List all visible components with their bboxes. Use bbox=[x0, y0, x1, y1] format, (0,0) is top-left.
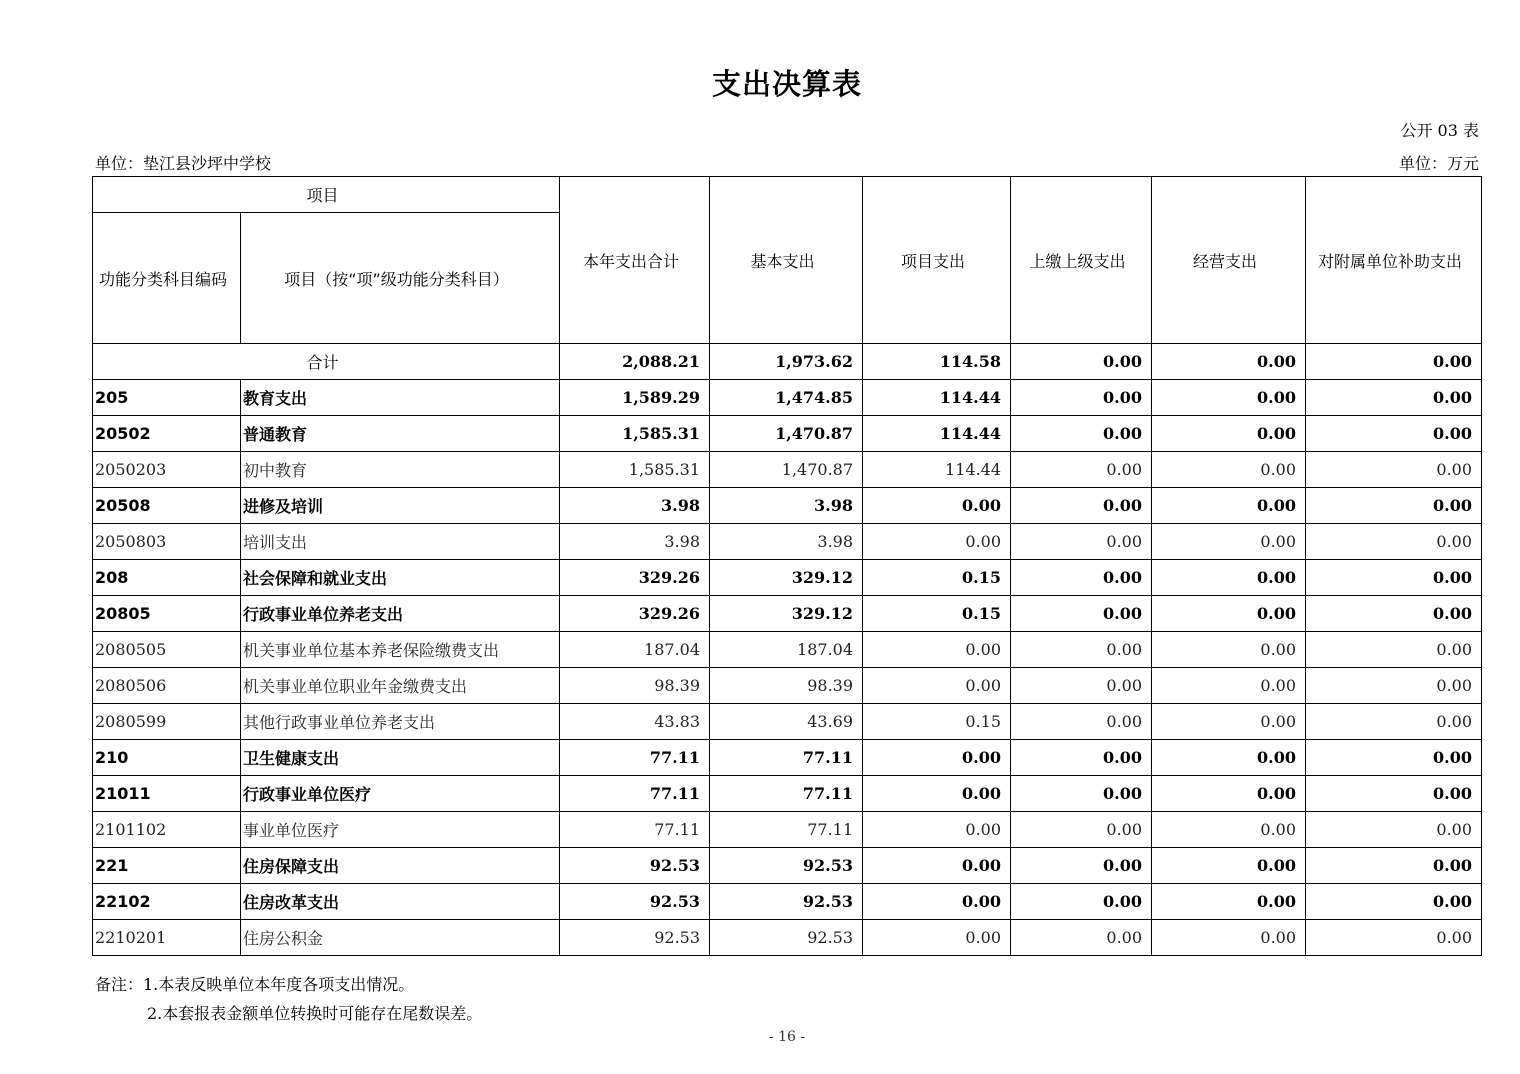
row-value: 0.00 bbox=[1011, 452, 1152, 488]
row-value: 0.15 bbox=[863, 596, 1011, 632]
row-value: 0.00 bbox=[1306, 488, 1482, 524]
row-value: 0.00 bbox=[1152, 524, 1306, 560]
row-name: 进修及培训 bbox=[241, 488, 560, 524]
total-value: 2,088.21 bbox=[560, 344, 710, 380]
table-row bbox=[93, 884, 1482, 920]
row-value: 329.26 bbox=[560, 560, 710, 596]
header-item: 项目 bbox=[93, 177, 560, 213]
row-value: 0.00 bbox=[1011, 560, 1152, 596]
row-value: 1,585.31 bbox=[560, 416, 710, 452]
row-value: 0.00 bbox=[1011, 920, 1152, 956]
row-name: 卫生健康支出 bbox=[241, 740, 560, 776]
row-name: 普通教育 bbox=[241, 416, 560, 452]
row-value: 0.00 bbox=[1011, 488, 1152, 524]
row-code: 22102 bbox=[93, 884, 241, 920]
row-value: 0.00 bbox=[1152, 416, 1306, 452]
row-value: 0.15 bbox=[863, 704, 1011, 740]
row-name: 其他行政事业单位养老支出 bbox=[241, 704, 560, 740]
row-value: 0.00 bbox=[1152, 488, 1306, 524]
unit-organization: 单位：垫江县沙坪中学校 bbox=[95, 154, 272, 173]
total-row bbox=[93, 344, 1482, 380]
row-value: 0.00 bbox=[1011, 704, 1152, 740]
row-value: 92.53 bbox=[560, 884, 710, 920]
row-value: 0.00 bbox=[1306, 740, 1482, 776]
row-value: 329.12 bbox=[710, 560, 863, 596]
row-value: 329.26 bbox=[560, 596, 710, 632]
row-value: 0.00 bbox=[1306, 452, 1482, 488]
total-value: 0.00 bbox=[1306, 344, 1482, 380]
row-value: 187.04 bbox=[560, 632, 710, 668]
table-row bbox=[93, 740, 1482, 776]
row-code: 210 bbox=[93, 740, 241, 776]
row-code: 2050203 bbox=[93, 452, 241, 488]
header-basic: 基本支出 bbox=[710, 177, 863, 344]
row-value: 0.00 bbox=[1152, 920, 1306, 956]
row-value: 0.00 bbox=[1011, 524, 1152, 560]
row-value: 77.11 bbox=[710, 776, 863, 812]
header-row-1 bbox=[93, 177, 1482, 213]
row-value: 0.00 bbox=[1152, 704, 1306, 740]
row-name: 住房保障支出 bbox=[241, 848, 560, 884]
row-value: 0.00 bbox=[863, 740, 1011, 776]
row-code: 2210201 bbox=[93, 920, 241, 956]
row-name: 住房公积金 bbox=[241, 920, 560, 956]
row-value: 0.00 bbox=[1152, 452, 1306, 488]
note-line-1: 备注：1.本表反映单位本年度各项支出情况。 bbox=[95, 975, 415, 994]
row-value: 0.00 bbox=[1306, 632, 1482, 668]
row-value: 0.00 bbox=[1011, 416, 1152, 452]
row-value: 92.53 bbox=[560, 920, 710, 956]
table-row bbox=[93, 596, 1482, 632]
table-row bbox=[93, 524, 1482, 560]
row-value: 0.00 bbox=[863, 848, 1011, 884]
row-value: 1,470.87 bbox=[710, 452, 863, 488]
row-name: 初中教育 bbox=[241, 452, 560, 488]
row-value: 0.00 bbox=[1011, 668, 1152, 704]
expenditure-table bbox=[92, 176, 1482, 956]
row-value: 0.00 bbox=[1011, 812, 1152, 848]
row-value: 0.00 bbox=[1011, 740, 1152, 776]
row-value: 0.00 bbox=[1306, 776, 1482, 812]
row-value: 0.00 bbox=[1152, 776, 1306, 812]
row-value: 77.11 bbox=[560, 740, 710, 776]
row-value: 0.00 bbox=[1011, 848, 1152, 884]
row-value: 114.44 bbox=[863, 452, 1011, 488]
table-row bbox=[93, 560, 1482, 596]
table-row bbox=[93, 380, 1482, 416]
row-code: 2050803 bbox=[93, 524, 241, 560]
row-value: 0.00 bbox=[1306, 380, 1482, 416]
row-value: 1,474.85 bbox=[710, 380, 863, 416]
row-name: 社会保障和就业支出 bbox=[241, 560, 560, 596]
note-line-2: 2.本套报表金额单位转换时可能存在尾数误差。 bbox=[147, 1004, 483, 1023]
row-code: 221 bbox=[93, 848, 241, 884]
row-code: 2080505 bbox=[93, 632, 241, 668]
row-value: 0.15 bbox=[863, 560, 1011, 596]
row-value: 0.00 bbox=[1306, 812, 1482, 848]
table-body bbox=[93, 177, 1482, 956]
row-value: 0.00 bbox=[1306, 848, 1482, 884]
row-code: 2080599 bbox=[93, 704, 241, 740]
header-upper: 上缴上级支出 bbox=[1011, 177, 1152, 344]
row-code: 205 bbox=[93, 380, 241, 416]
row-value: 0.00 bbox=[1306, 416, 1482, 452]
header-code: 功能分类科目编码 bbox=[93, 213, 241, 344]
header-name: 项目（按“项”级功能分类科目） bbox=[241, 213, 560, 344]
row-value: 0.00 bbox=[1011, 380, 1152, 416]
row-value: 0.00 bbox=[1306, 920, 1482, 956]
row-value: 0.00 bbox=[1306, 668, 1482, 704]
row-name: 教育支出 bbox=[241, 380, 560, 416]
row-name: 行政事业单位养老支出 bbox=[241, 596, 560, 632]
row-value: 0.00 bbox=[863, 884, 1011, 920]
row-value: 92.53 bbox=[710, 848, 863, 884]
row-code: 20805 bbox=[93, 596, 241, 632]
row-value: 3.98 bbox=[710, 524, 863, 560]
row-value: 114.44 bbox=[863, 416, 1011, 452]
row-value: 0.00 bbox=[1306, 704, 1482, 740]
row-code: 21011 bbox=[93, 776, 241, 812]
table-row bbox=[93, 632, 1482, 668]
row-value: 77.11 bbox=[560, 776, 710, 812]
row-value: 3.98 bbox=[560, 488, 710, 524]
row-value: 0.00 bbox=[1152, 560, 1306, 596]
notes bbox=[95, 970, 482, 1028]
row-value: 1,585.31 bbox=[560, 452, 710, 488]
row-value: 187.04 bbox=[710, 632, 863, 668]
row-value: 0.00 bbox=[863, 632, 1011, 668]
header-subsidy: 对附属单位补助支出 bbox=[1306, 177, 1482, 344]
row-name: 培训支出 bbox=[241, 524, 560, 560]
row-value: 0.00 bbox=[1011, 776, 1152, 812]
row-value: 3.98 bbox=[560, 524, 710, 560]
row-value: 0.00 bbox=[1152, 596, 1306, 632]
total-label: 合计 bbox=[93, 344, 560, 380]
page-number: - 16 - bbox=[768, 1029, 806, 1045]
row-value: 92.53 bbox=[560, 848, 710, 884]
row-name: 事业单位医疗 bbox=[241, 812, 560, 848]
row-value: 98.39 bbox=[560, 668, 710, 704]
total-value: 1,973.62 bbox=[710, 344, 863, 380]
row-value: 43.69 bbox=[710, 704, 863, 740]
row-name: 机关事业单位基本养老保险缴费支出 bbox=[241, 632, 560, 668]
table-row bbox=[93, 668, 1482, 704]
row-value: 329.12 bbox=[710, 596, 863, 632]
row-value: 0.00 bbox=[1152, 632, 1306, 668]
row-value: 77.11 bbox=[710, 812, 863, 848]
row-value: 0.00 bbox=[863, 812, 1011, 848]
row-value: 114.44 bbox=[863, 380, 1011, 416]
row-code: 208 bbox=[93, 560, 241, 596]
total-value: 0.00 bbox=[1011, 344, 1152, 380]
row-value: 92.53 bbox=[710, 920, 863, 956]
row-value: 0.00 bbox=[863, 776, 1011, 812]
row-value: 92.53 bbox=[710, 884, 863, 920]
row-value: 1,470.87 bbox=[710, 416, 863, 452]
row-value: 0.00 bbox=[1152, 668, 1306, 704]
unit-currency: 单位：万元 bbox=[1398, 154, 1479, 173]
row-code: 20502 bbox=[93, 416, 241, 452]
row-value: 43.83 bbox=[560, 704, 710, 740]
row-code: 2080506 bbox=[93, 668, 241, 704]
row-value: 0.00 bbox=[1152, 740, 1306, 776]
row-value: 0.00 bbox=[863, 668, 1011, 704]
total-value: 0.00 bbox=[1152, 344, 1306, 380]
row-value: 0.00 bbox=[863, 920, 1011, 956]
row-value: 0.00 bbox=[1011, 884, 1152, 920]
table-row bbox=[93, 416, 1482, 452]
table-row bbox=[93, 812, 1482, 848]
header-total: 本年支出合计 bbox=[560, 177, 710, 344]
row-value: 1,589.29 bbox=[560, 380, 710, 416]
row-value: 98.39 bbox=[710, 668, 863, 704]
row-name: 机关事业单位职业年金缴费支出 bbox=[241, 668, 560, 704]
row-value: 0.00 bbox=[1152, 848, 1306, 884]
table-row bbox=[93, 776, 1482, 812]
row-value: 0.00 bbox=[1152, 380, 1306, 416]
row-value: 0.00 bbox=[1011, 596, 1152, 632]
row-value: 0.00 bbox=[863, 488, 1011, 524]
row-value: 0.00 bbox=[1306, 596, 1482, 632]
table-row bbox=[93, 848, 1482, 884]
row-code: 2101102 bbox=[93, 812, 241, 848]
row-value: 0.00 bbox=[1152, 884, 1306, 920]
row-name: 住房改革支出 bbox=[241, 884, 560, 920]
row-value: 0.00 bbox=[1306, 524, 1482, 560]
header-business: 经营支出 bbox=[1152, 177, 1306, 344]
row-value: 0.00 bbox=[1306, 560, 1482, 596]
row-value: 0.00 bbox=[1152, 812, 1306, 848]
row-value: 0.00 bbox=[863, 524, 1011, 560]
table-row bbox=[93, 920, 1482, 956]
row-code: 20508 bbox=[93, 488, 241, 524]
row-name: 行政事业单位医疗 bbox=[241, 776, 560, 812]
table-row bbox=[93, 488, 1482, 524]
row-value: 3.98 bbox=[710, 488, 863, 524]
page-title: 支出决算表 bbox=[711, 67, 862, 101]
row-value: 77.11 bbox=[710, 740, 863, 776]
header-project: 项目支出 bbox=[863, 177, 1011, 344]
form-number: 公开 03 表 bbox=[1400, 121, 1479, 140]
table-row bbox=[93, 704, 1482, 740]
row-value: 77.11 bbox=[560, 812, 710, 848]
row-value: 0.00 bbox=[1306, 884, 1482, 920]
row-value: 0.00 bbox=[1011, 632, 1152, 668]
total-value: 114.58 bbox=[863, 344, 1011, 380]
table-row bbox=[93, 452, 1482, 488]
